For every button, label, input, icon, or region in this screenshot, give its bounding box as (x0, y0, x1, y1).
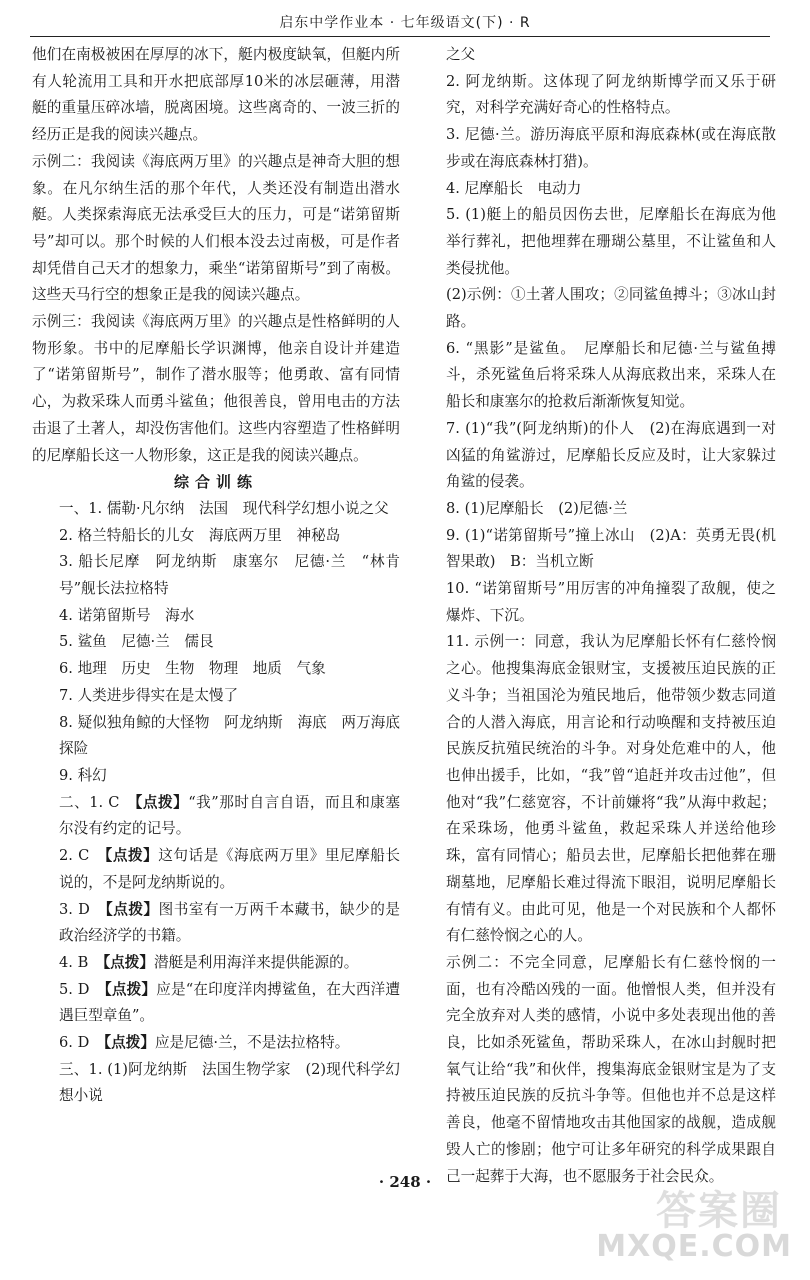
hint-label: 【点拨】 (104, 847, 159, 865)
answer-paragraph (426, 176, 776, 203)
answer-text: 2. C (59, 847, 105, 865)
answer-paragraph (426, 496, 776, 523)
hint-text: “我”那时自言自语，而且和康塞尔没有约定的记号。 (59, 793, 400, 838)
answer-paragraph (32, 149, 400, 309)
answer-text: 一、1. 儒勒·凡尔纳 法国 现代科学幻想小说之父 (59, 499, 389, 517)
answer-text: 6. D (59, 1034, 104, 1052)
hint-text: 潜艇是利用海洋来提供能源的。 (153, 953, 359, 971)
answer-text: 示例二：不完全同意，尼摩船长有仁慈怜悯的一面，也有冷酷凶残的一面。他憎恨人类，但并没有完全放弃对人类的感情，小说中多处表现出他的善良，比如杀死鲨鱼，帮助采珠人，在冰山封舰时把氧气让给“我”和伙伴，搜集海底金银财宝是为了支持被压迫民族的反抗斗争等。但他也并不总是这样善良，他毫不留情地攻击其他国家的战舰，造成舰毁人亡的惨剧；他宁可让多年研究的科学成果跟自己一起葬于大海，也不愿服务于社会民众。 (446, 953, 776, 1185)
answer-paragraph (32, 763, 400, 790)
running-header (0, 12, 810, 32)
watermark-text: 答案圈 (656, 1188, 782, 1234)
hint-text: 应是“在印度洋肉搏鲨鱼，在大西洋遭遇巨型章鱼”。 (59, 980, 401, 1025)
watermark-url: MXQE.COM (596, 1229, 792, 1264)
answer-text: 2. 格兰特船长的儿女 海底两万里 神秘岛 (59, 526, 341, 544)
answer-text: 7. (1)“我”(阿龙纳斯)的仆人 (2)在海底遇到一对凶猛的角鲨游过，尼摩船长反应及时，让大家躲过角鲨的侵袭。 (446, 419, 776, 491)
answer-paragraph (426, 282, 776, 335)
answer-paragraph (426, 950, 776, 1190)
answer-paragraph (32, 629, 400, 656)
answer-paragraph (426, 416, 776, 496)
answer-paragraph (32, 710, 400, 763)
answer-paragraph (32, 549, 400, 602)
page-number: · 248 · (378, 1173, 432, 1191)
answer-text: 示例三：我阅读《海底两万里》的兴趣点是性格鲜明的人物形象。书中的尼摩船长学识渊博，他亲自设计并建造了“诺第留斯号”，制作了潜水服等；他勇敢、富有同情心，为救采珠人而勇斗鲨鱼；他很善良，曾用电击的方法击退了土著人，却没伤害他们。这些内容塑造了性格鲜明的尼摩船长这一人物形象，这正是我的阅读兴趣点。 (32, 313, 400, 464)
watermark-logo (596, 1188, 792, 1264)
answer-paragraph (32, 309, 400, 469)
answer-paragraph (426, 42, 776, 69)
hint-label: 【点拨】 (105, 900, 159, 918)
answer-text: 他们在南极被困在厚厚的冰下，艇内极度缺氧，但艇内所有人轮流用工具和开水把底部厚10米的冰层砸薄，用潜艇的重量压碎冰墙，脱离困境。这些离奇的、一波三折的经历正是我的阅读兴趣点。 (32, 46, 400, 144)
answer-paragraph (32, 843, 400, 896)
answer-text: (2)示例：①土著人围攻；②同鲨鱼搏斗；③冰山封路。 (446, 286, 776, 331)
hint-label: 【点拨】 (103, 1034, 155, 1052)
answer-paragraph (32, 603, 400, 630)
answer-text: 4. 尼摩船长 电动力 (446, 179, 582, 197)
answer-text: 4. 诺第留斯号 海水 (59, 606, 195, 624)
answer-text: 二、1. C (59, 793, 136, 811)
hint-text: 应是尼德·兰，不是法拉格特。 (154, 1034, 350, 1052)
answer-paragraph (426, 523, 776, 576)
answer-text: 4. B (59, 953, 103, 971)
answer-paragraph (426, 629, 776, 949)
answer-text: 8. 疑似独角鲸的大怪物 阿龙纳斯 海底 两万海底探险 (59, 713, 400, 758)
answer-text: 2. 阿龙纳斯。这体现了阿龙纳斯博学而又乐于研究，对科学充满好奇心的性格特点。 (446, 72, 776, 117)
answer-text: 8. (1)尼摩船长 (2)尼德·兰 (446, 499, 628, 517)
answer-text: 3. D (59, 900, 106, 918)
answer-paragraph (32, 42, 400, 149)
answer-paragraph (426, 576, 776, 629)
answer-text: 示例二：我阅读《海底两万里》的兴趣点是神奇大胆的想象。在凡尔纳生活的那个年代，人类还没有制造出潜水艇。人类探索海底无法承受巨大的压力，可是“诺第留斯号”却可以。那个时候的人们根本没去过南极，可是作者却凭借自己天才的想象力，乘坐“诺第留斯号”到了南极。这些天马行空的想象正是我的阅读兴趣点。 (32, 152, 400, 304)
answer-text: 5. D (59, 980, 105, 998)
answer-text: 6. “黑影”是鲨鱼。 尼摩船长和尼德·兰与鲨鱼搏斗，杀死鲨鱼后将采珠人从海底救出来，采珠人在船长和康塞尔的抢救后渐渐恢复知觉。 (446, 339, 776, 411)
answer-text: 6. 地理 历史 生物 物理 地质 气象 (59, 660, 326, 678)
answer-text: 5. (1)艇上的船员因伤去世，尼摩船长在海底为他举行葬礼，把他埋葬在珊瑚公墓里，不让鲨鱼和人类侵扰他。 (446, 206, 776, 277)
hint-label: 【点拨】 (104, 980, 157, 998)
answer-text: 综合训练 (173, 473, 258, 492)
answer-paragraph (426, 202, 776, 282)
answer-paragraph (426, 336, 776, 416)
answer-text: 10. “诺第留斯号”用厉害的冲角撞裂了敌舰，使之爆炸、下沉。 (446, 580, 776, 624)
answer-paragraph (32, 977, 400, 1030)
answer-text: 之父 (446, 46, 476, 63)
hint-label: 【点拨】 (135, 793, 189, 811)
answer-paragraph (32, 1030, 400, 1057)
answer-text: 3. 船长尼摩 阿龙纳斯 康塞尔 尼德·兰 “林肯号”舰长法拉格特 (59, 553, 400, 598)
answer-paragraph (32, 790, 400, 843)
answer-text: 9. 科幻 (59, 766, 107, 784)
answer-paragraph (426, 69, 776, 122)
answer-paragraph (32, 496, 400, 523)
answer-text: 11. 示例一：同意，我认为尼摩船长怀有仁慈怜悯之心。他搜集海底金银财宝，支援被压迫民族的正义斗争；当祖国沦为殖民地后，他带领少数志同道合的人潜入海底，用言论和行动唤醒和支持被压迫民族反抗殖民统治的斗争。对身处危难中的人，他也伸出援手，比如，“我”曾“追赶并攻击过他”，但他对“我”仁慈宽容，不计前嫌将“我”从海中救起；在采珠场，他勇斗鲨鱼，救起采珠人并送给他珍珠，富有同情心；船员去世，尼摩船长把他葬在珊瑚墓地，尼摩船长难过得流下眼泪，说明尼摩船长有情有义。由此可见，他是一个对民族和个人都怀有仁慈怜悯之心的人。 (446, 633, 776, 945)
hint-label: 【点拨】 (102, 953, 154, 971)
answer-text: 三、1. (1)阿龙纳斯 法国生物学家 (2)现代科学幻想小说 (59, 1060, 400, 1105)
header-rule (30, 36, 770, 37)
answer-text: 5. 鲨鱼 尼德·兰 儒艮 (59, 633, 214, 651)
answer-paragraph (32, 950, 400, 977)
left-column (32, 42, 400, 1110)
answer-text: 9. (1)“诺第留斯号”撞上冰山 (2)A：英勇无畏(机智果敢) B：当机立断 (446, 526, 776, 571)
answer-paragraph (426, 122, 776, 175)
answer-paragraph (32, 523, 400, 550)
answer-paragraph (32, 656, 400, 683)
hint-text: 图书室有一万两千本藏书，缺少的是政治经济学的书籍。 (59, 900, 400, 945)
answer-paragraph (32, 1057, 400, 1110)
header-title: 启东中学作业本 · 七年级语文(下) · R (279, 15, 531, 31)
answer-text: 3. 尼德·兰。游历海底平原和海底森林(或在海底散步或在海底森林打猎)。 (446, 126, 776, 170)
right-column (426, 42, 776, 1190)
hint-text: 这句话是《海底两万里》里尼摩船长说的，不是阿龙纳斯说的。 (59, 847, 401, 891)
answer-text: 7. 人类进步得实在是太慢了 (59, 686, 239, 704)
answer-paragraph (32, 683, 400, 710)
answer-paragraph (32, 897, 400, 950)
section-title (32, 469, 400, 496)
